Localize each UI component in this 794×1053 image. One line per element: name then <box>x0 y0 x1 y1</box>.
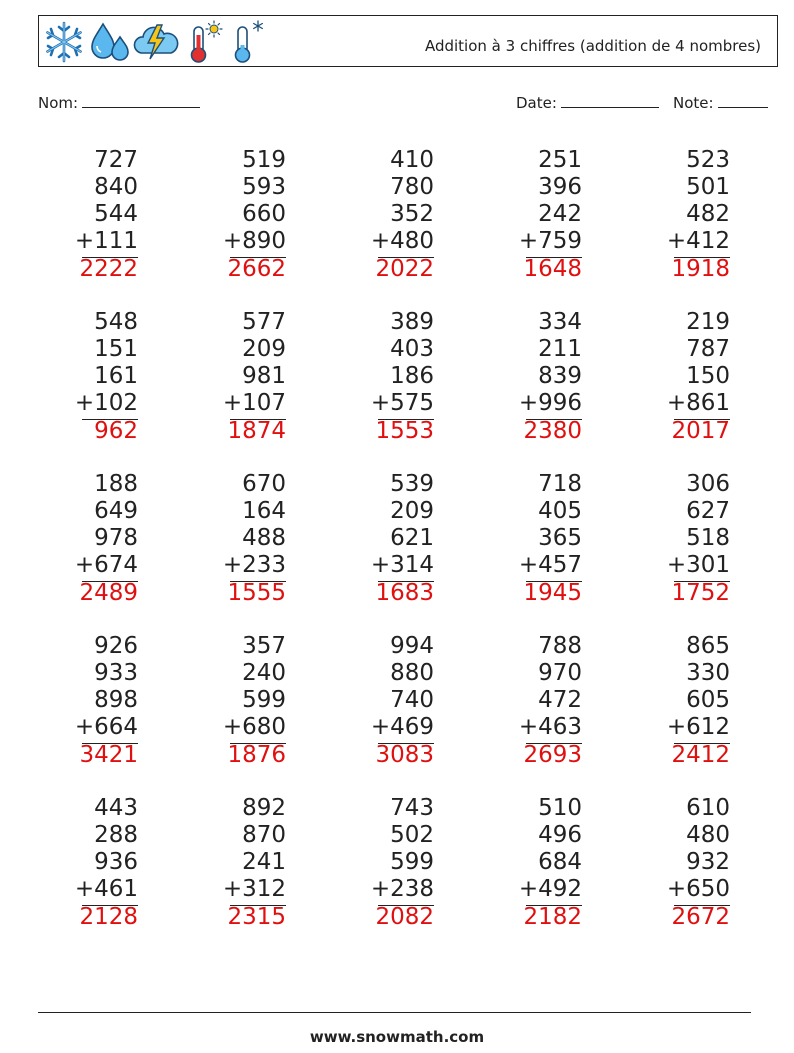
addend: 865 <box>686 633 730 659</box>
answer: 2222 <box>79 256 138 282</box>
answer: 2017 <box>671 418 730 444</box>
addend: 389 <box>390 309 434 335</box>
addition-problem <box>324 795 434 935</box>
last-addend: +412 <box>666 228 730 254</box>
addend: 981 <box>242 363 286 389</box>
addition-problem <box>472 633 582 773</box>
addend: 410 <box>390 147 434 173</box>
answer: 962 <box>94 418 138 444</box>
addend: 936 <box>94 849 138 875</box>
name-label: Nom: <box>38 94 79 112</box>
addend: 352 <box>390 201 434 227</box>
last-addend: +664 <box>74 714 138 740</box>
addend: 718 <box>538 471 582 497</box>
snowflake-icon <box>41 19 87 65</box>
addend: 518 <box>686 525 730 551</box>
addend: 933 <box>94 660 138 686</box>
last-addend: +461 <box>74 876 138 902</box>
last-addend: +111 <box>74 228 138 254</box>
footer-divider <box>38 1012 751 1013</box>
date-label: Date: <box>516 94 557 112</box>
last-addend: +312 <box>222 876 286 902</box>
last-addend: +233 <box>222 552 286 578</box>
addend: 519 <box>242 147 286 173</box>
grade-label: Note: <box>673 94 714 112</box>
addition-problem <box>324 147 434 287</box>
addition-problem <box>176 147 286 287</box>
addend: 649 <box>94 498 138 524</box>
answer: 2412 <box>671 742 730 768</box>
addend: 403 <box>390 336 434 362</box>
addend: 211 <box>538 336 582 362</box>
addend: 306 <box>686 471 730 497</box>
name-field <box>38 93 200 112</box>
last-addend: +759 <box>518 228 582 254</box>
header-box <box>38 15 778 67</box>
hot-thermometer-icon <box>185 19 225 65</box>
addend: 443 <box>94 795 138 821</box>
answer: 1752 <box>671 580 730 606</box>
addend: 480 <box>686 822 730 848</box>
addend: 488 <box>242 525 286 551</box>
addend: 544 <box>94 201 138 227</box>
addend: 502 <box>390 822 434 848</box>
addend: 510 <box>538 795 582 821</box>
answer: 2022 <box>375 256 434 282</box>
addition-problem <box>472 309 582 449</box>
addition-problem <box>28 633 138 773</box>
last-addend: +314 <box>370 552 434 578</box>
addend: 932 <box>686 849 730 875</box>
last-addend: +469 <box>370 714 434 740</box>
last-addend: +996 <box>518 390 582 416</box>
addition-problem <box>324 309 434 449</box>
cold-thermometer-icon <box>229 19 269 65</box>
addend: 610 <box>686 795 730 821</box>
addend: 219 <box>686 309 730 335</box>
addend: 548 <box>94 309 138 335</box>
addend: 242 <box>538 201 582 227</box>
footer-site: www.snowmath.com <box>309 1028 485 1046</box>
last-addend: +102 <box>74 390 138 416</box>
addend: 188 <box>94 471 138 497</box>
answer: 2315 <box>227 904 286 930</box>
answer: 2662 <box>227 256 286 282</box>
last-addend: +301 <box>666 552 730 578</box>
date-field <box>516 93 659 112</box>
addend: 780 <box>390 174 434 200</box>
addend: 539 <box>390 471 434 497</box>
answer: 1683 <box>375 580 434 606</box>
addend: 840 <box>94 174 138 200</box>
last-addend: +480 <box>370 228 434 254</box>
addition-problem <box>620 795 730 935</box>
addend: 740 <box>390 687 434 713</box>
answer: 2672 <box>671 904 730 930</box>
addend: 186 <box>390 363 434 389</box>
addition-problem <box>472 795 582 935</box>
addend: 209 <box>390 498 434 524</box>
addend: 684 <box>538 849 582 875</box>
last-addend: +463 <box>518 714 582 740</box>
addend: 898 <box>94 687 138 713</box>
date-blank <box>561 93 659 108</box>
addition-problem <box>176 471 286 611</box>
addend: 365 <box>538 525 582 551</box>
last-addend: +650 <box>666 876 730 902</box>
addend: 501 <box>686 174 730 200</box>
grade-blank <box>718 93 768 108</box>
addend: 164 <box>242 498 286 524</box>
addition-problem <box>620 471 730 611</box>
addend: 970 <box>538 660 582 686</box>
last-addend: +680 <box>222 714 286 740</box>
last-addend: +575 <box>370 390 434 416</box>
addend: 670 <box>242 471 286 497</box>
addend: 599 <box>390 849 434 875</box>
answer: 1945 <box>523 580 582 606</box>
addition-problem <box>28 795 138 935</box>
last-addend: +674 <box>74 552 138 578</box>
last-addend: +457 <box>518 552 582 578</box>
addend: 334 <box>538 309 582 335</box>
addition-problem <box>28 309 138 449</box>
addend: 482 <box>686 201 730 227</box>
answer: 1874 <box>227 418 286 444</box>
addend: 330 <box>686 660 730 686</box>
answer: 1648 <box>523 256 582 282</box>
addition-problem <box>324 633 434 773</box>
addend: 593 <box>242 174 286 200</box>
addend: 472 <box>538 687 582 713</box>
addition-problem <box>324 471 434 611</box>
addition-problem <box>620 147 730 287</box>
addend: 892 <box>242 795 286 821</box>
water-drops-icon <box>89 19 133 65</box>
storm-cloud-icon <box>133 19 179 65</box>
answer: 3083 <box>375 742 434 768</box>
last-addend: +107 <box>222 390 286 416</box>
addend: 396 <box>538 174 582 200</box>
answer: 1918 <box>671 256 730 282</box>
addition-problem <box>472 471 582 611</box>
addend: 251 <box>538 147 582 173</box>
addition-problem <box>28 471 138 611</box>
answer: 2380 <box>523 418 582 444</box>
addend: 994 <box>390 633 434 659</box>
addend: 240 <box>242 660 286 686</box>
addend: 151 <box>94 336 138 362</box>
addition-problem <box>620 309 730 449</box>
addend: 839 <box>538 363 582 389</box>
answer: 1555 <box>227 580 286 606</box>
page-title: Addition à 3 chiffres (addition de 4 nombres) <box>424 37 761 55</box>
addend: 577 <box>242 309 286 335</box>
answer: 2489 <box>79 580 138 606</box>
last-addend: +492 <box>518 876 582 902</box>
addition-problem <box>472 147 582 287</box>
last-addend: +238 <box>370 876 434 902</box>
answer: 3421 <box>79 742 138 768</box>
addend: 523 <box>686 147 730 173</box>
addend: 621 <box>390 525 434 551</box>
addend: 288 <box>94 822 138 848</box>
last-addend: +612 <box>666 714 730 740</box>
last-addend: +861 <box>666 390 730 416</box>
addition-problem <box>176 795 286 935</box>
answer: 1553 <box>375 418 434 444</box>
addend: 150 <box>686 363 730 389</box>
addend: 605 <box>686 687 730 713</box>
addition-problem <box>620 633 730 773</box>
addend: 727 <box>94 147 138 173</box>
addend: 357 <box>242 633 286 659</box>
addend: 161 <box>94 363 138 389</box>
addend: 870 <box>242 822 286 848</box>
addend: 209 <box>242 336 286 362</box>
addend: 926 <box>94 633 138 659</box>
grade-field <box>673 93 768 112</box>
addition-problem <box>28 147 138 287</box>
answer: 2128 <box>79 904 138 930</box>
addition-problem <box>176 309 286 449</box>
addend: 405 <box>538 498 582 524</box>
answer: 2693 <box>523 742 582 768</box>
addend: 787 <box>686 336 730 362</box>
addend: 599 <box>242 687 286 713</box>
addend: 627 <box>686 498 730 524</box>
last-addend: +890 <box>222 228 286 254</box>
weather-icons <box>41 19 271 65</box>
addend: 978 <box>94 525 138 551</box>
answer: 1876 <box>227 742 286 768</box>
addend: 743 <box>390 795 434 821</box>
addition-problem <box>176 633 286 773</box>
name-blank <box>82 93 200 108</box>
answer: 2082 <box>375 904 434 930</box>
addend: 880 <box>390 660 434 686</box>
addend: 788 <box>538 633 582 659</box>
answer: 2182 <box>523 904 582 930</box>
addend: 241 <box>242 849 286 875</box>
addend: 496 <box>538 822 582 848</box>
addend: 660 <box>242 201 286 227</box>
